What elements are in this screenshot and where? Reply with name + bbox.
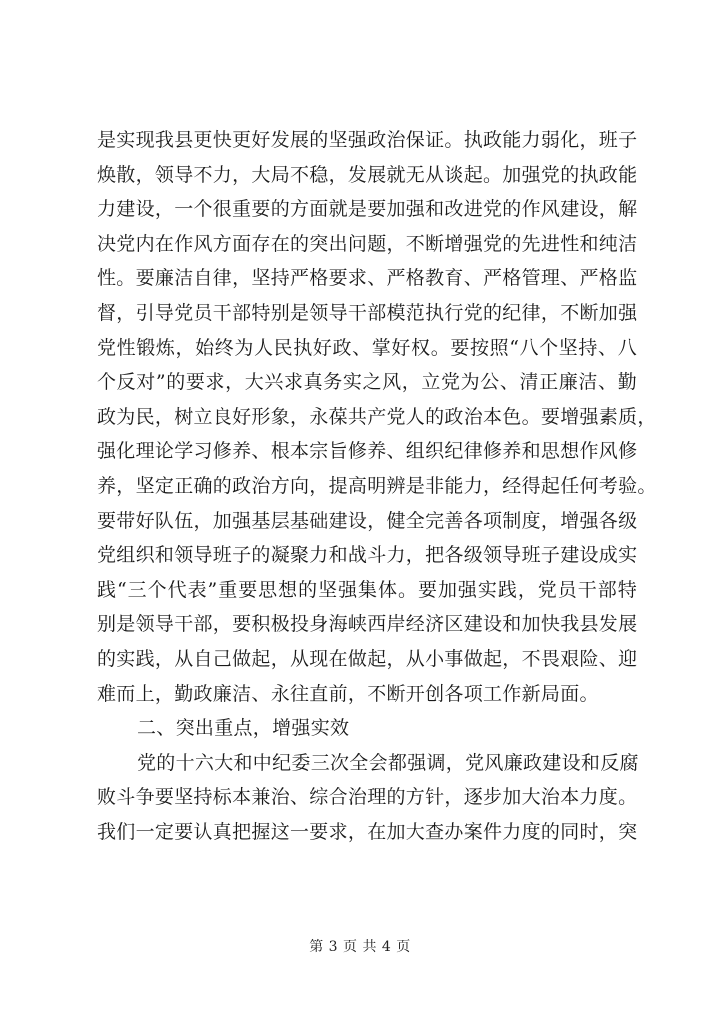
section-heading: 二、突出重点，增强实效 [137, 717, 350, 740]
document-body [97, 123, 657, 849]
text-line: 我们一定要认真把握这一要求，在加大查办案件力度的同时，突 [97, 820, 638, 843]
text-line: 性。要廉洁自律，坚持严格要求、严格教育、严格管理、严格监 [97, 267, 638, 290]
text-line: 党组织和领导班子的凝聚力和战斗力，把各级领导班子建设成实 [97, 544, 638, 567]
text-line: 党性锻炼，始终为人民执好政、掌好权。要按照“八个坚持、八 [97, 336, 637, 359]
text-line: 败斗争要坚持标本兼治、综合治理的方针，逐步加大治本力度。 [97, 786, 638, 809]
text-line: 督，引导党员干部特别是领导干部模范执行党的纪律，不断加强 [97, 301, 638, 324]
text-line: 强化理论学习修养、根本宗旨修养、组织纪律修养和思想作风修 [97, 440, 638, 463]
text-line: 力建设，一个很重要的方面就是要加强和改进党的作风建设，解 [97, 198, 638, 221]
page-number-footer: 第 3 页 共 4 页 [309, 939, 411, 955]
text-line: 难而上，勤政廉洁、永往直前，不断开创各项工作新局面。 [97, 682, 599, 705]
text-line: 养，坚定正确的政治方向，提高明辨是非能力，经得起任何考验。 [97, 474, 657, 497]
text-line: 党的十六大和中纪委三次全会都强调，党风廉政建设和反腐 [137, 751, 639, 774]
text-line: 别是领导干部，要积极投身海峡西岸经济区建设和加快我县发展 [97, 613, 638, 636]
text-line: 决党内在作风方面存在的突出问题，不断增强党的先进性和纯洁 [97, 232, 638, 255]
text-line: 是实现我县更快更好发展的坚强政治保证。执政能力弱化，班子 [97, 129, 638, 151]
text-line: 要带好队伍，加强基层基础建设，健全完善各项制度，增强各级 [97, 509, 638, 532]
text-line: 焕散，领导不力，大局不稳，发展就无从谈起。加强党的执政能 [97, 163, 638, 186]
text-line: 的实践，从自己做起，从现在做起，从小事做起，不畏艰险、迎 [97, 647, 638, 670]
text-line: 践“三个代表”重要思想的坚强集体。要加强实践，党员干部特 [97, 578, 637, 601]
text-line: 政为民，树立良好形象，永葆共产党人的政治本色。要增强素质， [97, 405, 657, 428]
text-line: 个反对”的要求，大兴求真务实之风，立党为公、清正廉洁、勤 [97, 371, 637, 394]
